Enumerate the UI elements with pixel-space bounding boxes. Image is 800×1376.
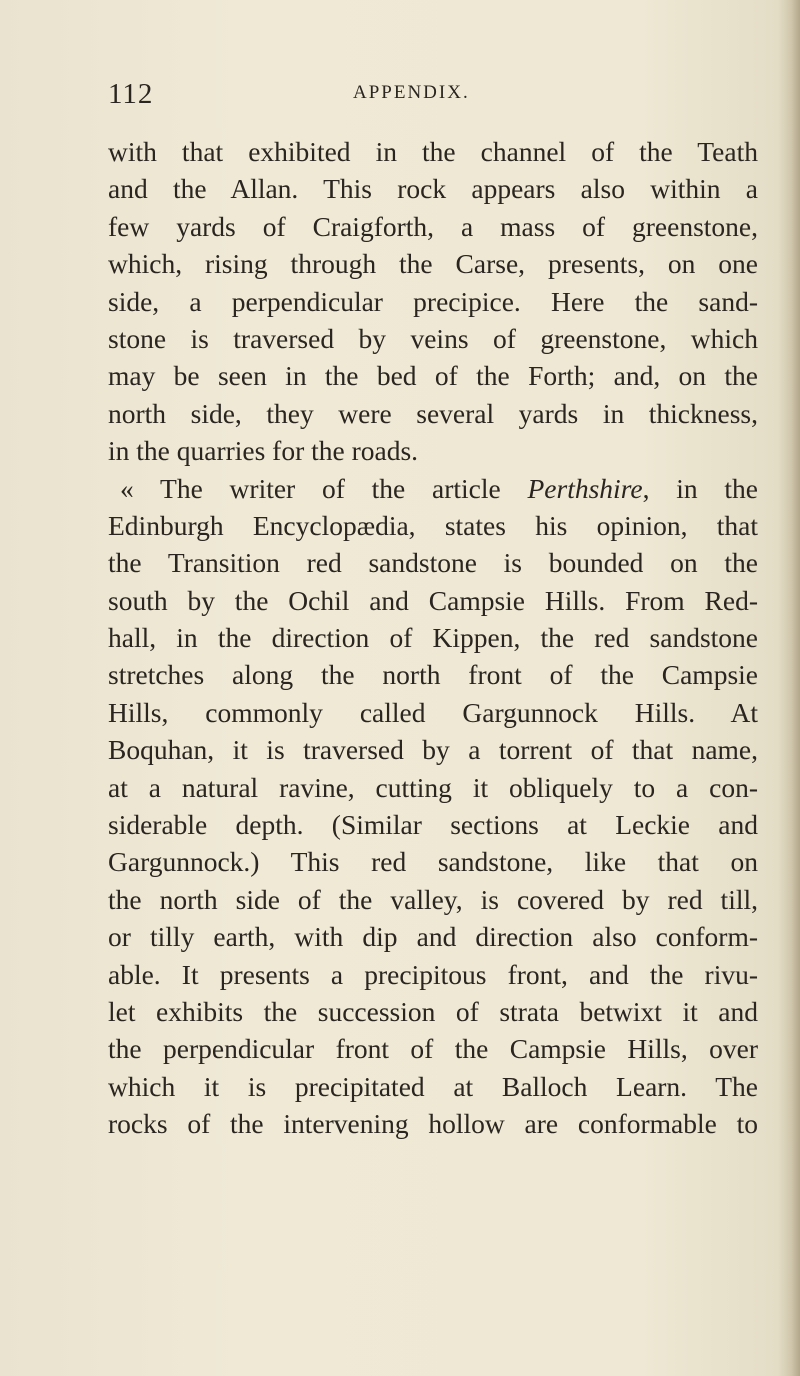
text-line: able. It presents a precipitous front, and the rivu- (108, 958, 758, 990)
text-line: with that exhibited in the channel of the Teath (108, 136, 758, 167)
text-line: Edinburgh Encyclopædia, states his opinion, that (108, 509, 758, 541)
page-edge-shadow (778, 0, 800, 1376)
text-line: side, a perpendicular precipice. Here the sand- (108, 285, 758, 317)
text-line: north side, they were several yards in thickness, (108, 397, 758, 429)
text-line: Gargunnock.) This red sandstone, like that on (108, 846, 758, 878)
text-line: hall, in the direction of Kippen, the red sandstone (108, 622, 758, 654)
text-line: Hills, commonly called Gargunnock Hills. At (108, 696, 758, 728)
text-line: which it is precipitated at Balloch Learn. The (108, 1070, 758, 1102)
text-line: the Transition red sandstone is bounded on the (108, 547, 758, 579)
body-text (108, 133, 758, 1143)
text-line: stretches along the north front of the Campsie (108, 659, 758, 691)
page-number: 112 (108, 78, 154, 110)
text-line: siderable depth. (Similar sections at Leckie and (108, 809, 758, 841)
text-line: let exhibits the succession of strata betwixt it and (108, 995, 758, 1027)
text-line: Boquhan, it is traversed by a torrent of that name, (108, 734, 758, 766)
text-line: may be seen in the bed of the Forth; and, on the (108, 360, 758, 392)
text-line: the perpendicular front of the Campsie Hills, over (108, 1033, 758, 1065)
text-line: which, rising through the Carse, presents, on one (108, 248, 758, 280)
text-line: stone is traversed by veins of greenstone, which (108, 322, 758, 354)
text-line: in the quarries for the roads. (108, 435, 419, 467)
text-line: few yards of Craigforth, a mass of greenstone, (108, 210, 758, 242)
text-line: south by the Ochil and Campsie Hills. From Red- (108, 584, 758, 616)
running-head: APPENDIX. (353, 82, 470, 103)
text-line: at a natural ravine, cutting it obliquely to a con- (108, 771, 758, 803)
text-line: or tilly earth, with dip and direction also conform- (108, 921, 758, 953)
text-line: rocks of the intervening hollow are conformable to (108, 1108, 758, 1140)
page-header (108, 78, 708, 118)
text-line: and the Allan. This rock appears also within a (108, 173, 758, 205)
text-line: the north side of the valley, is covered by red till, (108, 883, 758, 915)
text-line: « The writer of the article Perthshire, in the (120, 472, 758, 504)
